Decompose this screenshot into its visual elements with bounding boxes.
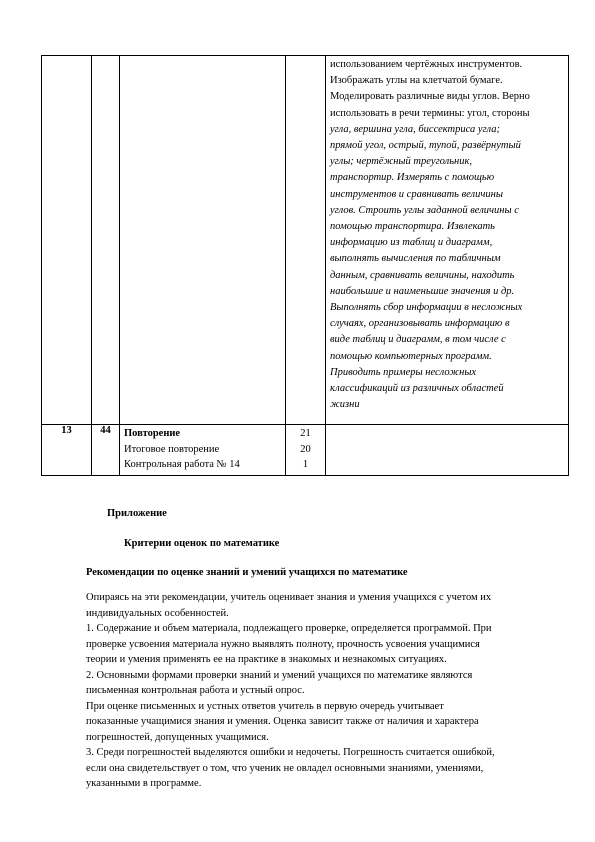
hours-value: 20	[300, 443, 311, 455]
activity-description	[326, 56, 568, 413]
description-line: использованием чертёжных инструментов.	[330, 59, 523, 70]
section-number: 13	[42, 425, 92, 476]
table-row	[42, 425, 569, 476]
description-line: наибольшие и наименьшие значения и др.	[330, 285, 515, 297]
body-line: Опираясь на эти рекомендации, учитель оценивает знания и умения учащихся с учетом их	[86, 592, 492, 603]
description-line: использовать в речи термины: угол, стороны	[330, 107, 530, 119]
topic-heading: Повторение	[124, 428, 181, 439]
body-line: 3. Среди погрешностей выделяются ошибки и недочеты. Погрешность считается ошибкой,	[86, 747, 495, 758]
body-line: если она свидетельствует о том, что ученик не овладел основными знаниями, умениями,	[86, 762, 484, 774]
cell-hours	[286, 425, 326, 476]
description-line: углов. Строить углы заданной величины с	[330, 204, 519, 216]
description-line: Выполнять сбор информации в несложных	[330, 302, 523, 314]
description-line: данным, сравнивать величины, находить	[330, 269, 515, 281]
body-line: указанными в программе.	[86, 778, 202, 789]
description-line: выполнять вычисления по табличным	[330, 253, 501, 265]
body-line: письменная контрольная работа и устный опрос.	[86, 685, 305, 696]
hours-list	[286, 425, 325, 473]
hours-value: 21	[300, 428, 311, 439]
topic-item: Контрольная работа № 14	[124, 459, 240, 470]
cell-activity-empty	[326, 425, 569, 476]
body-line: теории и умения применять ее на практике в знакомых и незнакомых ситуациях.	[86, 654, 447, 665]
cell-topic-empty	[120, 56, 286, 425]
description-line: Моделировать различные виды углов. Верно	[330, 91, 530, 103]
topic-list	[120, 425, 285, 475]
body-line: проверке усвоения материала нужно выявлять полноту, прочность усвоения учащимися	[86, 638, 480, 650]
description-line: Приводить примеры несложных	[330, 366, 477, 378]
description-line: помощью транспортира. Извлекать	[330, 221, 495, 233]
appendix-subtitle: Критерии оценок по математике	[124, 538, 280, 549]
hours-value: 1	[302, 459, 309, 470]
cell-topics	[120, 425, 286, 476]
body-line: индивидуальных особенностей.	[86, 607, 229, 619]
cell-number-empty	[42, 56, 92, 425]
body-text	[86, 590, 566, 792]
thematic-plan-table	[41, 55, 569, 476]
section-heading: Рекомендации по оценке знаний и умений учащихся по математике	[86, 567, 408, 578]
appendix-title: Приложение	[107, 508, 167, 519]
table-row	[42, 56, 569, 425]
body-line: При оценке письменных и устных ответов учитель в первую очередь учитывает	[86, 700, 444, 712]
description-line: транспортир. Измерять с помощью	[330, 172, 495, 184]
cell-lesson-empty	[92, 56, 120, 425]
description-line: помощью компьютерных программ.	[330, 350, 492, 362]
description-line: виде таблиц и диаграмм, в том числе с	[330, 334, 506, 346]
body-line: 1. Содержание и объем материала, подлежащего проверке, определяется программой. При	[86, 623, 492, 634]
description-line: инструментов и сравнивать величины	[330, 188, 503, 200]
body-line: 2. Основными формами проверки знаний и умений учащихся по математике являются	[86, 669, 473, 681]
cell-hours-empty	[286, 56, 326, 425]
body-line: показанные учащимися знания и умения. Оценка зависит также от наличия и характера	[86, 716, 479, 727]
description-line: случаях, организовывать информацию в	[330, 318, 510, 330]
topic-item: Итоговое повторение	[124, 443, 220, 455]
description-line: классификаций из различных областей	[330, 383, 504, 395]
description-line: углы; чертёжный треугольник,	[330, 156, 473, 168]
description-line: жизни	[330, 399, 360, 411]
cell-activity-description	[326, 56, 569, 425]
lesson-number: 44	[92, 425, 120, 476]
body-line: погрешностей, допущенных учащимися.	[86, 731, 269, 743]
description-line: Изображать углы на клетчатой бумаге.	[330, 75, 503, 87]
description-line: прямой угол, острый, тупой, развёрнутый	[330, 140, 521, 152]
description-line: информацию из таблиц и диаграмм,	[330, 237, 493, 249]
description-line: угла, вершина угла, биссектриса угла;	[330, 123, 500, 135]
